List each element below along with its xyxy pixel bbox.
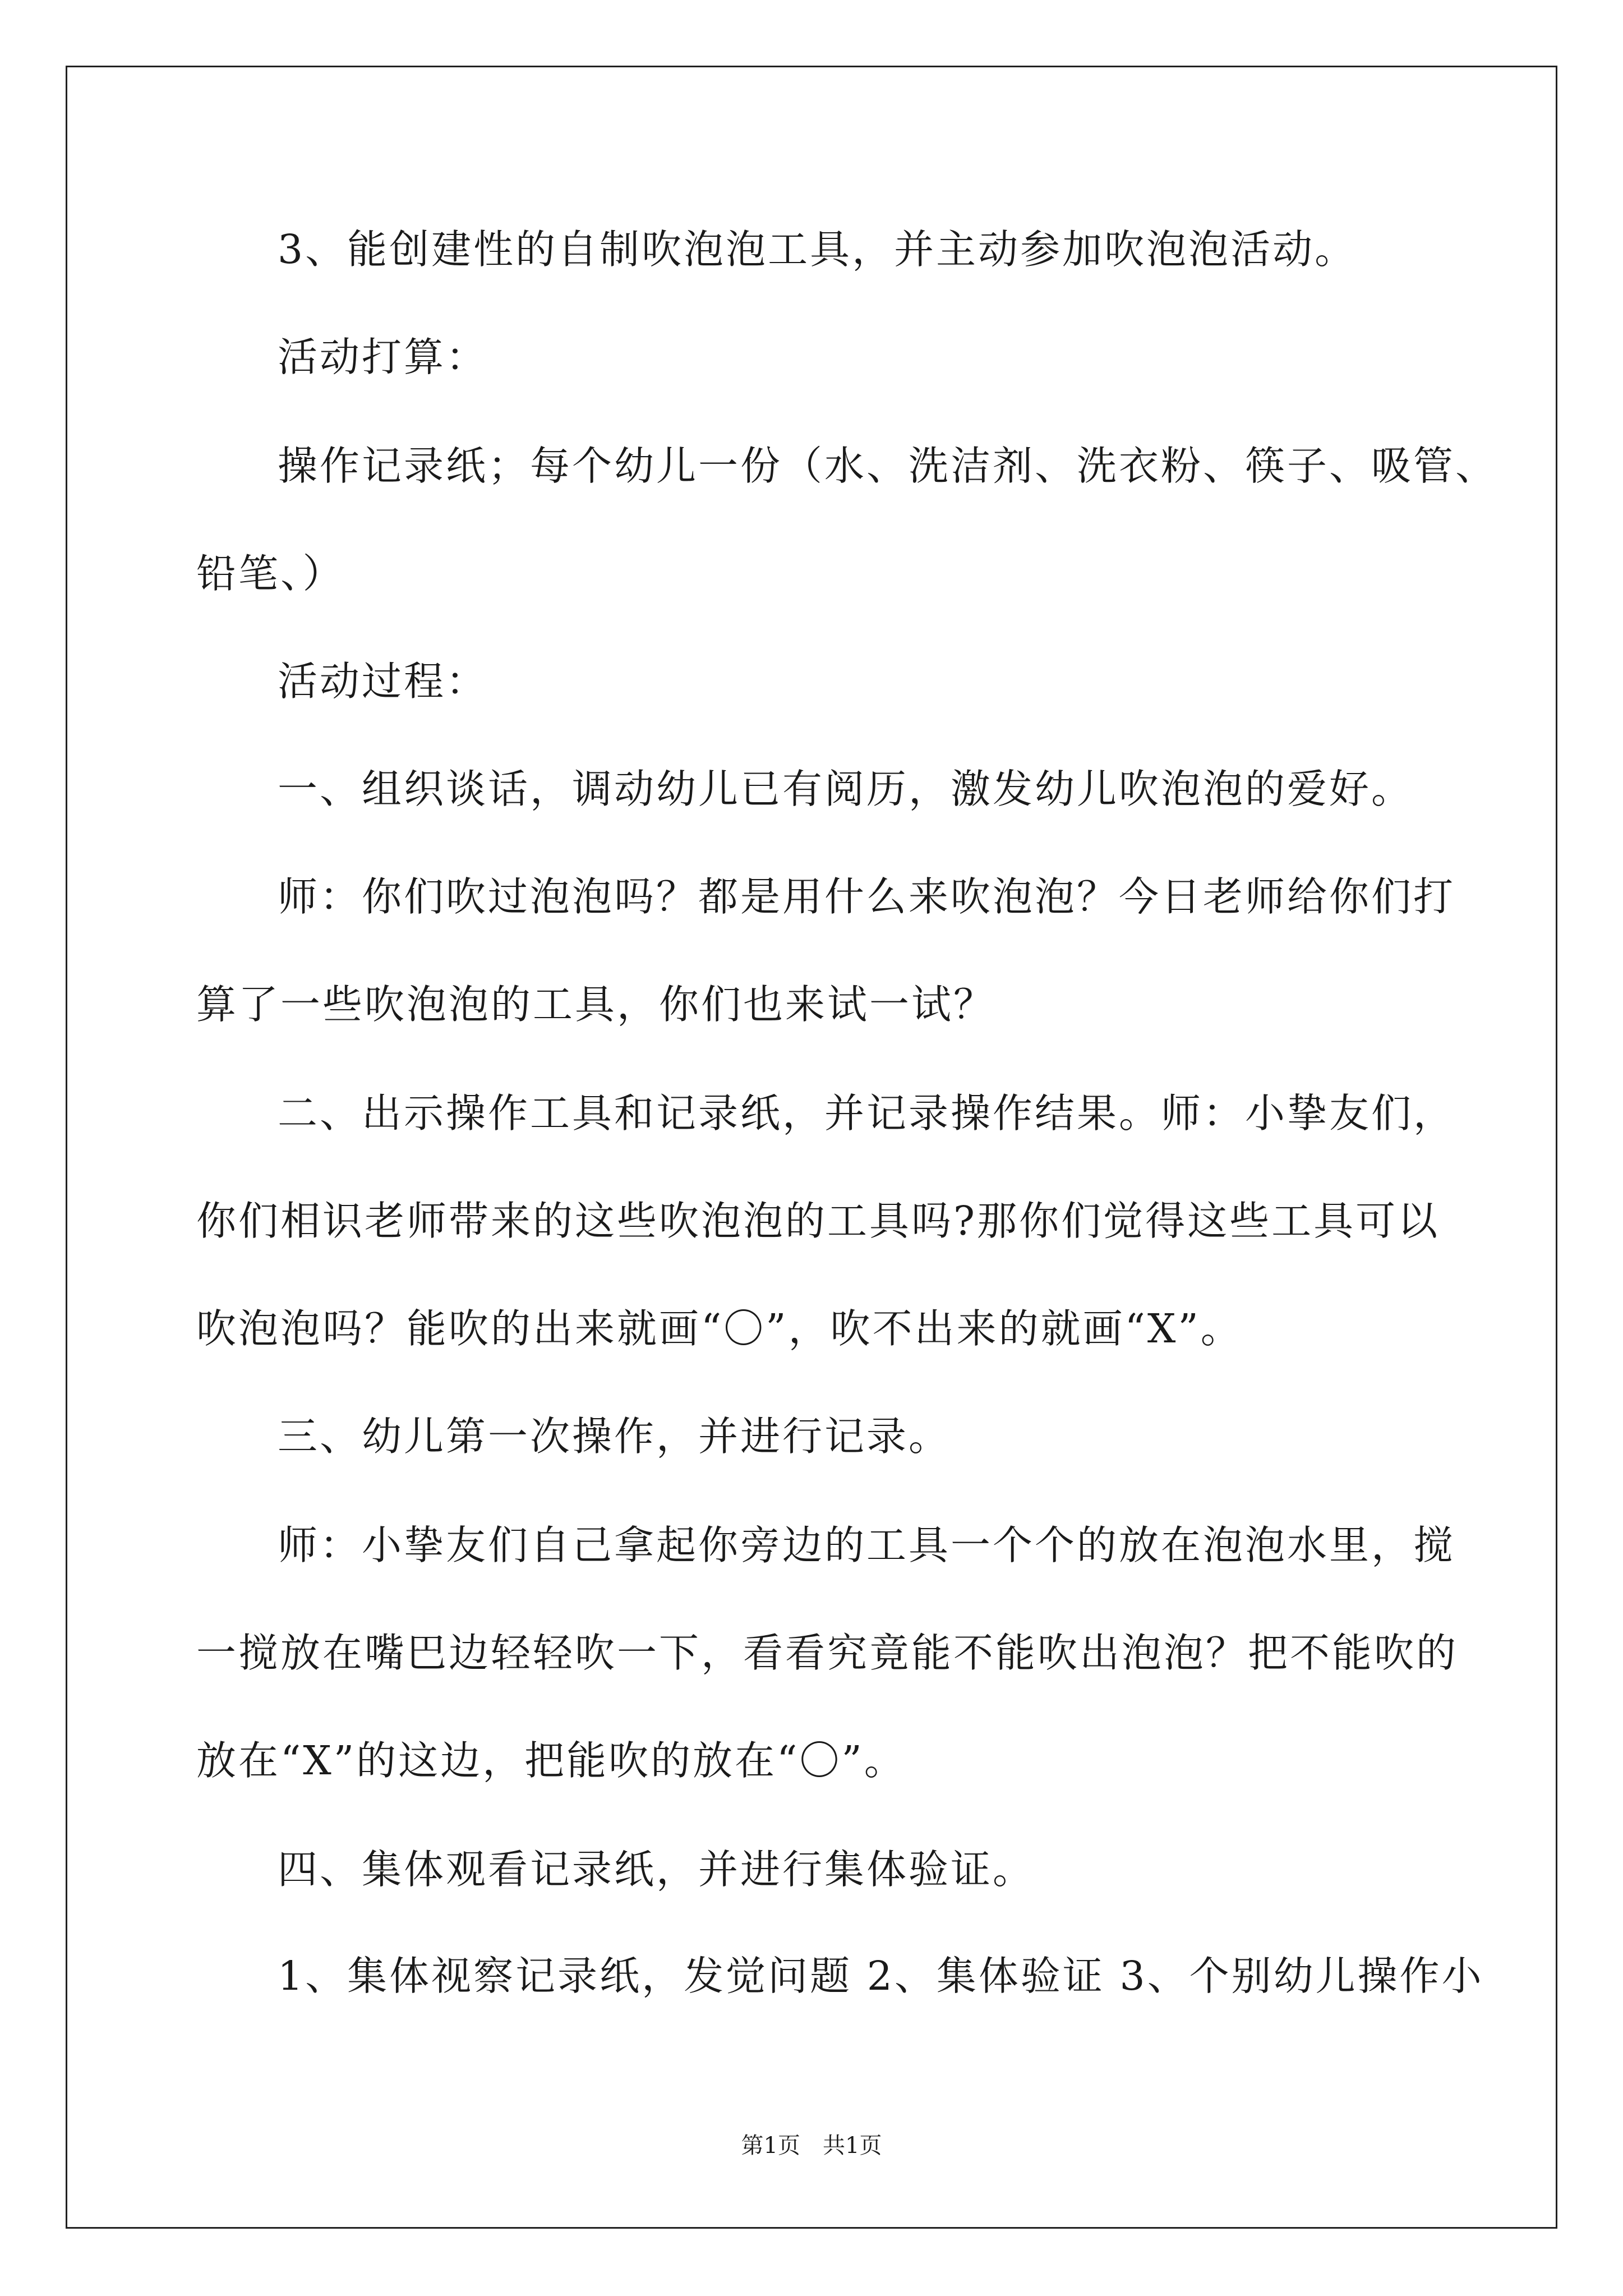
text-line: 二、出示操作工具和记录纸，并记录操作结果。师：小挚友们， — [278, 1090, 1456, 1137]
text-line: 铅笔、） — [196, 550, 345, 597]
text-line: 吹泡泡吗？能吹的出来就画“〇”，吹不出来的就画“X”。 — [196, 1305, 1243, 1352]
text-line: 一、组织谈话，调动幼儿已有阅历，激发幼儿吹泡泡的爱好。 — [278, 766, 1414, 812]
text-line: 放在“X”的这边，把能吹的放在“〇”。 — [196, 1737, 906, 1784]
text-line: 一搅放在嘴巴边轻轻吹一下，看看究竟能不能吹出泡泡？把不能吹的 — [196, 1630, 1459, 1676]
text-line: 活动打算： — [278, 334, 488, 380]
text-line: 活动过程： — [278, 658, 488, 705]
text-line: 三、幼儿第一次操作，并进行记录。 — [278, 1413, 951, 1460]
text-line: 师：小挚友们自己拿起你旁边的工具一个个的放在泡泡水里，搅 — [278, 1522, 1456, 1568]
text-line: 算了一些吹泡泡的工具，你们也来试一试？ — [196, 981, 996, 1028]
text-line: 师：你们吹过泡泡吗？都是用什么来吹泡泡？今日老师给你们打 — [278, 873, 1456, 920]
text-line: 1、集体视察记录纸，发觉问题 2、集体验证 3、个别幼儿操作小 — [278, 1953, 1484, 1999]
text-line: 操作记录纸；每个幼儿一份（水、洗洁剂、洗衣粉、筷子、吸管、 — [278, 443, 1498, 489]
text-line: 3、能创建性的自制吹泡泡工具，并主动参加吹泡泡活动。 — [278, 226, 1357, 273]
page-footer: 第1页 共1页 — [741, 2133, 882, 2159]
text-line: 四、集体观看记录纸，并进行集体验证。 — [278, 1846, 1035, 1893]
text-line: 你们相识老师带来的这些吹泡泡的工具吗?那你们觉得这些工具可以 — [196, 1198, 1440, 1244]
page-border — [66, 66, 1557, 2229]
